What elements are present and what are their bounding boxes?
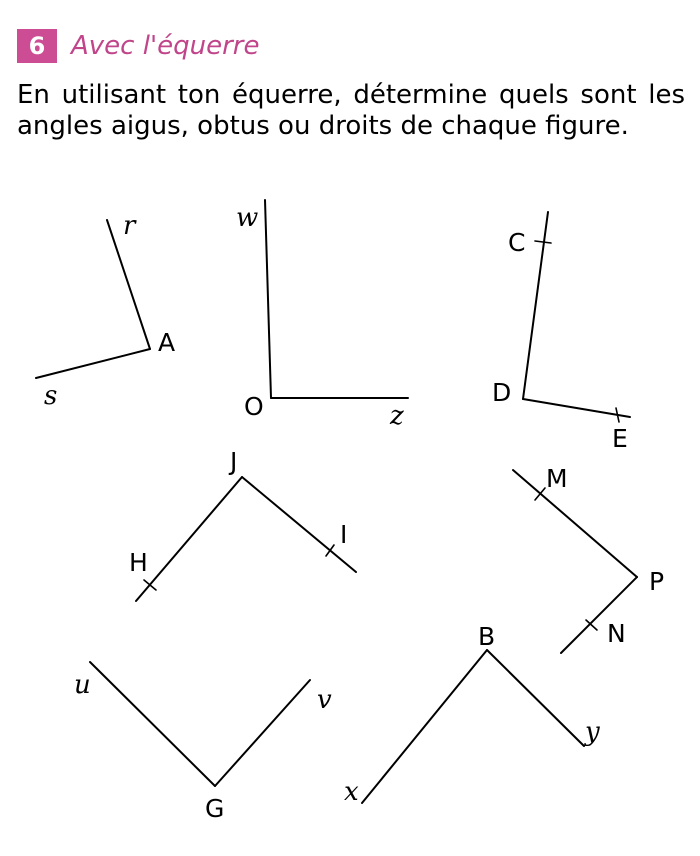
tick-mark-C (535, 241, 551, 243)
segment-DC (523, 212, 548, 399)
ray-By (487, 650, 584, 746)
point-label-D: D (492, 378, 512, 407)
ray-label-y: y (585, 717, 600, 747)
point-label-J: J (230, 447, 238, 476)
figure-angle-rAs (36, 211, 175, 411)
figure-angle-uGv (74, 662, 332, 823)
point-label-B: B (478, 622, 496, 651)
segment-DE (523, 399, 630, 417)
ray-Bx (362, 650, 487, 803)
point-label-A: A (158, 328, 176, 357)
point-label-I: I (340, 520, 348, 549)
segment-JI (242, 477, 356, 572)
segment-PM (513, 470, 637, 577)
ray-label-u: u (74, 670, 91, 700)
ray-label-r: r (123, 211, 136, 241)
ray-label-z: z (390, 401, 404, 431)
point-label-G: G (205, 794, 225, 823)
point-label-H: H (129, 548, 148, 577)
figure-angle-xBy (344, 622, 600, 807)
ray-label-s: s (44, 381, 58, 411)
point-label-O: O (244, 392, 264, 421)
point-label-P: P (649, 567, 665, 596)
ray-Gu (90, 662, 215, 786)
figure-angle-CDE (492, 212, 630, 453)
ray-label-w: w (236, 203, 259, 233)
figure-angle-wOz (236, 200, 408, 431)
point-label-M: M (546, 464, 568, 493)
exercise-number-badge: 6 (17, 29, 57, 63)
ray-label-x: x (344, 777, 359, 807)
ray-As (36, 349, 150, 378)
ray-Gv (215, 680, 310, 786)
point-label-C: C (508, 228, 526, 257)
ray-label-v: v (317, 685, 332, 715)
segment-JH (136, 477, 242, 601)
tick-mark-I (326, 545, 334, 556)
instructions-text: En utilisant ton équerre, détermine quels sont les angles aigus, obtus ou droits de chaque figure. (17, 80, 685, 141)
ray-Ow (265, 200, 271, 398)
point-label-N: N (607, 619, 626, 648)
figure-angle-MPN (513, 464, 664, 653)
exercise-title: Avec l'équerre (71, 31, 260, 61)
point-label-E: E (612, 424, 628, 453)
figure-angle-HJI (129, 447, 356, 601)
